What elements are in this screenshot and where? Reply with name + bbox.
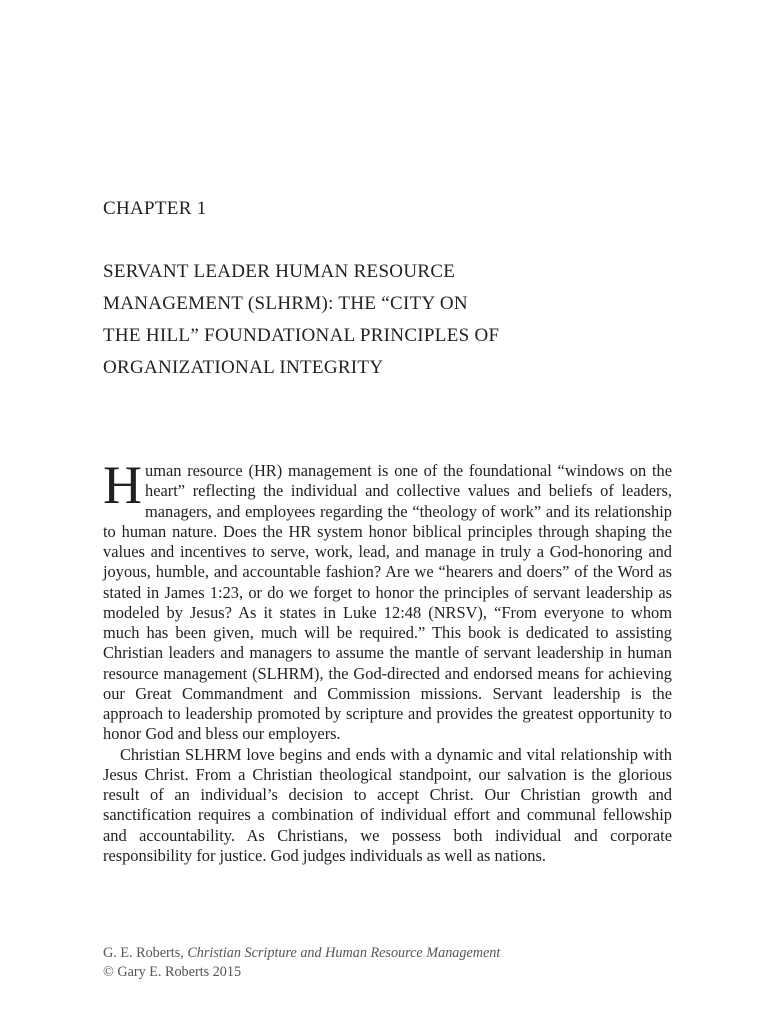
chapter-title-line: THE HILL” FOUNDATIONAL PRINCIPLES OF [103, 325, 500, 346]
body-text [103, 455, 672, 866]
footer-author: G. E. Roberts, [103, 945, 188, 961]
paragraph [103, 455, 672, 745]
chapter-title-line: SERVANT LEADER HUMAN RESOURCE [103, 261, 456, 282]
citation-line [103, 944, 672, 963]
paragraph-text: uman resource (HR) management is one of the foundational “windows on the heart” reflecting the individual and collective values and beliefs of leaders, managers, and employees regarding the “theology of work” and its relationship to human nature. Does the HR system honor biblical principles through shaping the values and incentives to serve, work, lead, and manage in truly a God-honoring and joyous, humble, and accountable fashion? Are we “hearers and doers” of the Word as stated in James 1:23, or do we forget to honor the principles of servant leadership as modeled by Jesus? As it states in Luke 12:48 (NRSV), “From everyone to whom much has been given, much will be required.” This book is dedicated to assisting Christian leaders and managers to assume the mantle of servant leadership in human resource management (SLHRM), the God-directed and endorsed means for achieving our Great Commandment and Commission missions. Servant leadership is the approach to leadership promoted by scripture and provides the greatest opportunity to honor God and bless our employers. [103, 461, 672, 744]
drop-cap: H [103, 455, 142, 515]
chapter-title-line: MANAGEMENT (SLHRM): THE “CITY ON [103, 293, 468, 314]
copyright-line: © Gary E. Roberts 2015 [103, 964, 242, 980]
chapter-label: CHAPTER 1 [103, 198, 207, 219]
footer-book-title: Christian Scripture and Human Resource Management [187, 945, 501, 961]
chapter-title-line: ORGANIZATIONAL INTEGRITY [103, 357, 384, 378]
copyright-footer [103, 944, 672, 982]
paragraph: Christian SLHRM love begins and ends with a dynamic and vital relationship with Jesus Christ. From a Christian theological standpoint, our salvation is the glorious result of an individual’s decision to accept Christ. Our Christian growth and sanctification requires a combination of individual effort and communal fellowship and accountability. As Christians, we possess both individual and corporate responsibility for justice. God judges individuals as well as nations. [103, 744, 672, 865]
book-page [103, 0, 672, 1024]
chapter-title [103, 256, 672, 384]
